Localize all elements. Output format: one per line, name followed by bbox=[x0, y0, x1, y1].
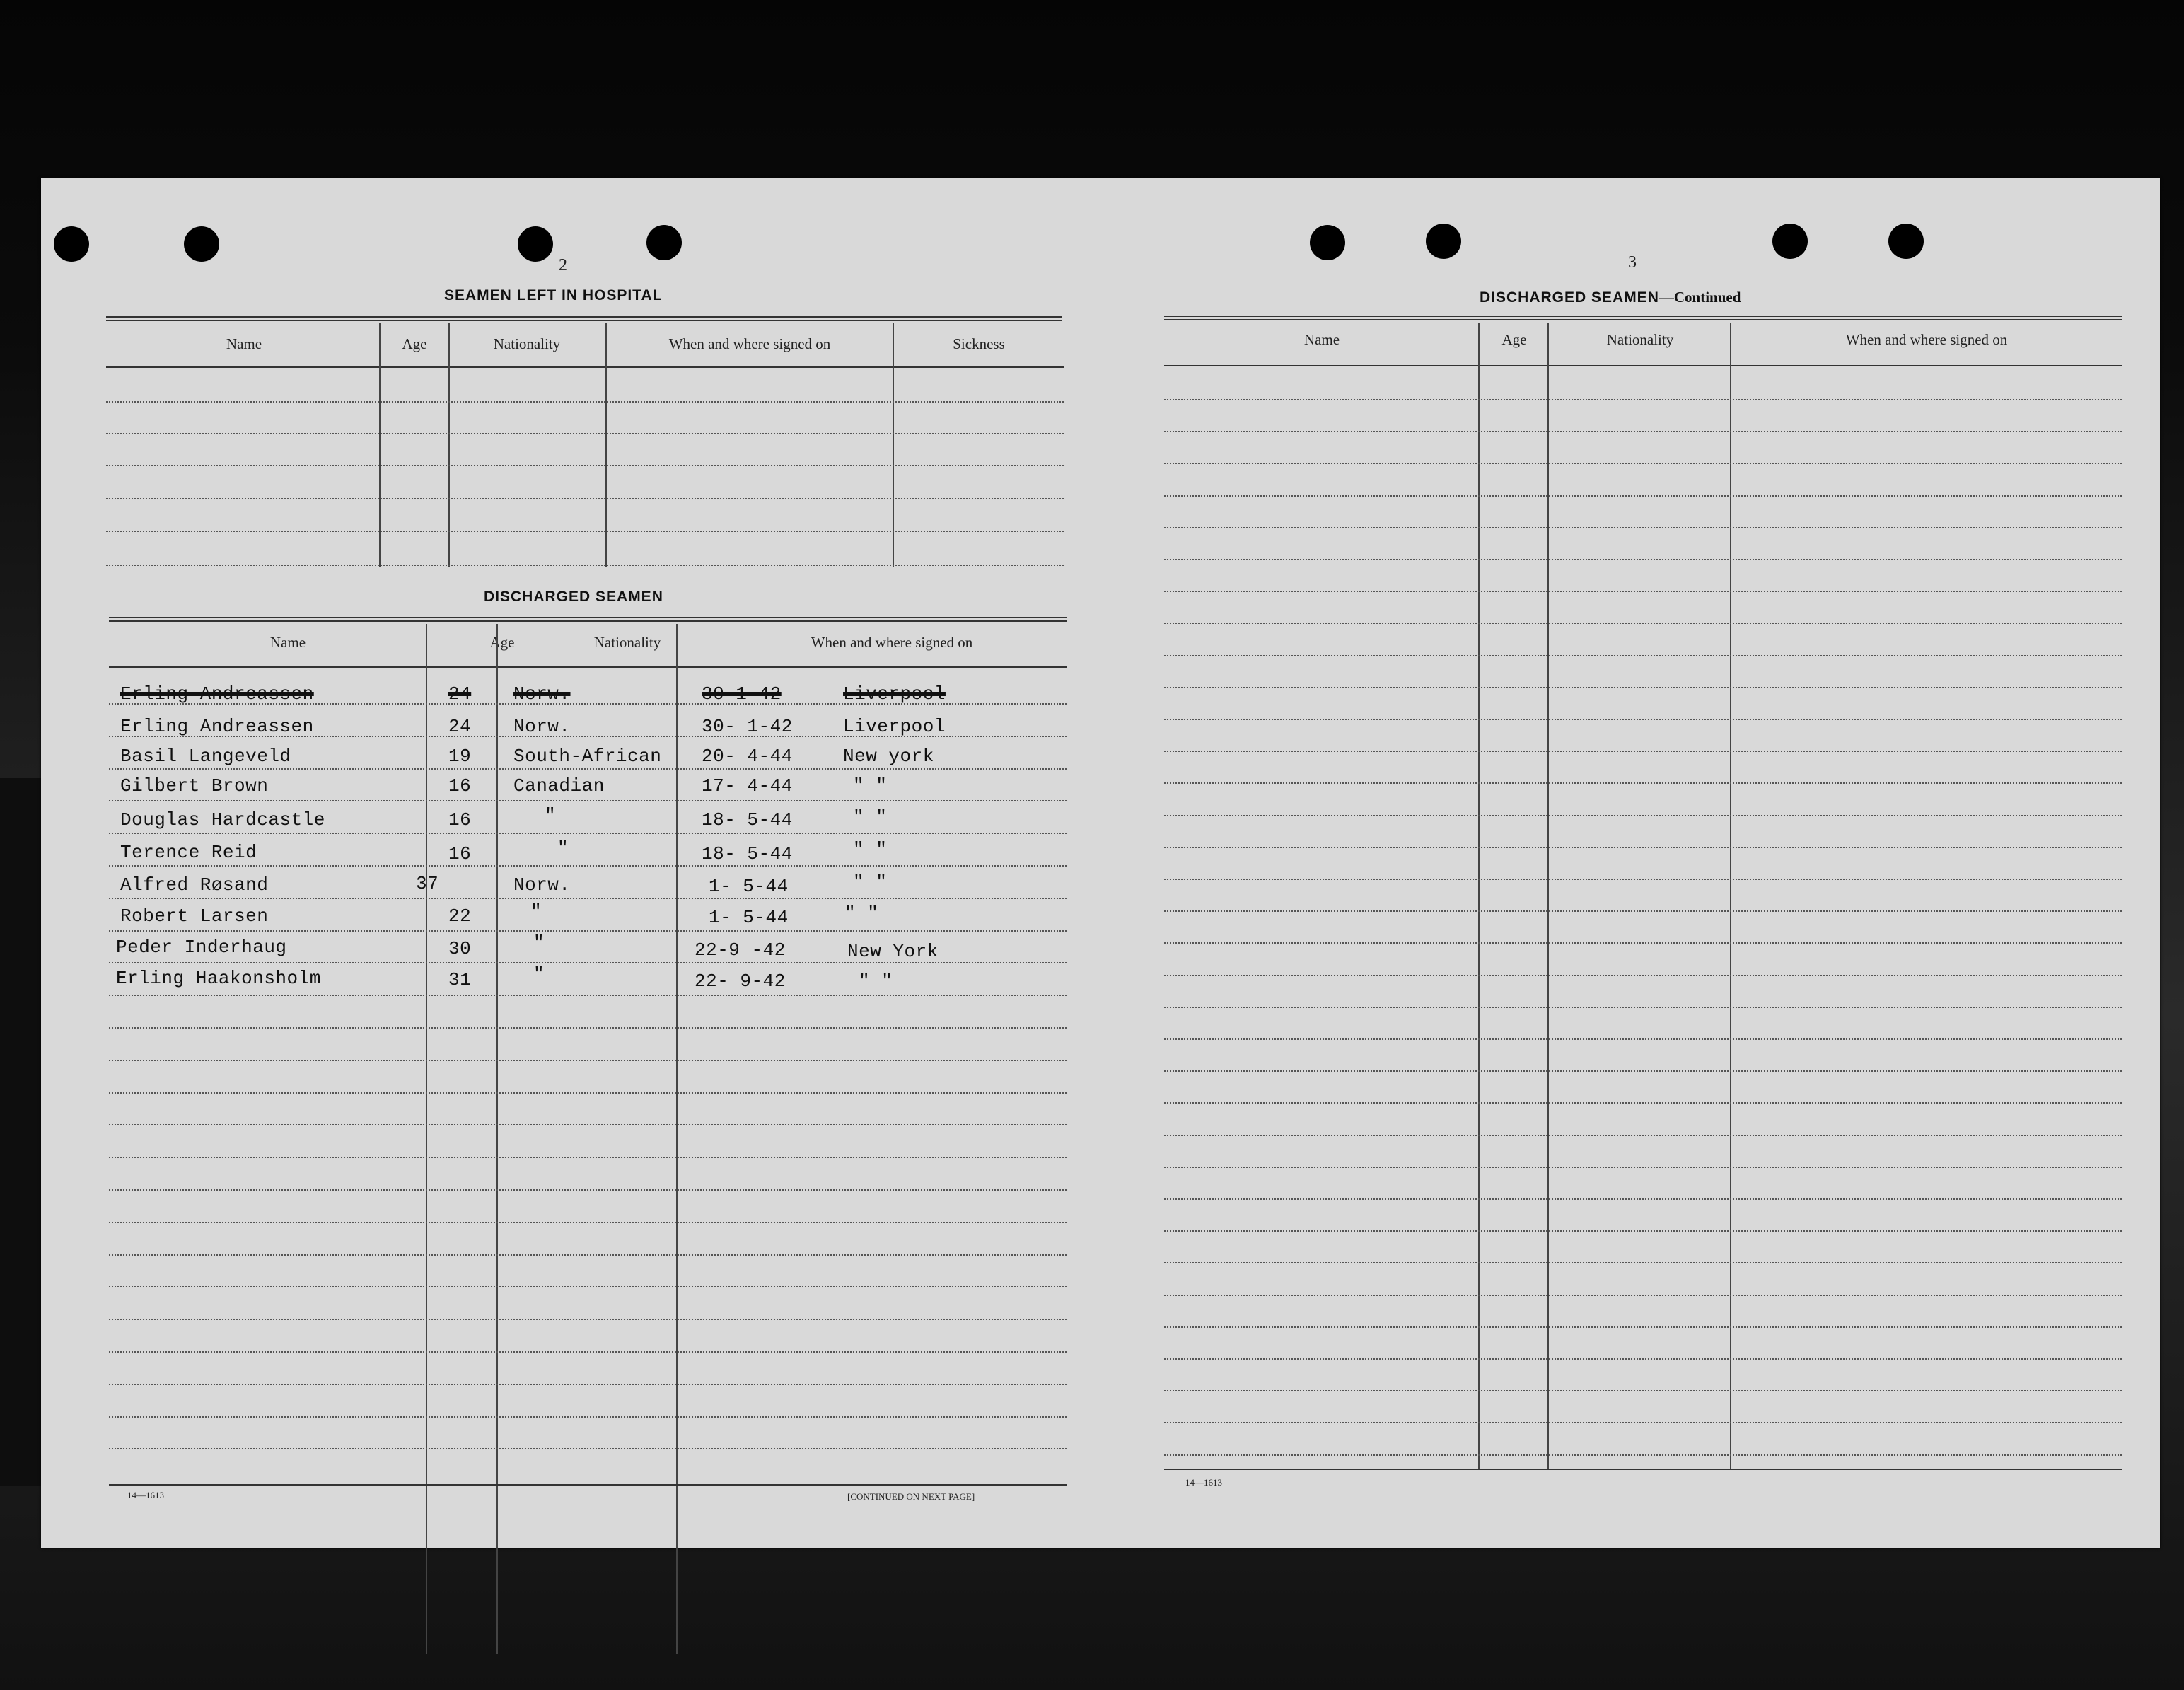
seaman-name: Erling Andreassen bbox=[120, 716, 314, 737]
row-line bbox=[106, 433, 1064, 434]
row-line bbox=[1164, 1262, 2122, 1263]
seaman-date: 18- 5-44 bbox=[702, 843, 793, 864]
row-line bbox=[1164, 623, 2122, 624]
col-header-signed-on: When and where signed on bbox=[1845, 331, 2008, 348]
punch-hole bbox=[1772, 224, 1808, 259]
header-rule bbox=[106, 366, 1064, 368]
row-line bbox=[109, 1060, 1067, 1061]
hospital-title: SEAMEN LEFT IN HOSPITAL bbox=[444, 287, 663, 303]
seaman-nationality: " bbox=[545, 805, 557, 826]
rule bbox=[1164, 316, 2122, 320]
seaman-name: Terence Reid bbox=[120, 842, 257, 863]
seaman-date: 17- 4-44 bbox=[702, 775, 793, 797]
row-line bbox=[1164, 1198, 2122, 1200]
row-line bbox=[109, 768, 1067, 770]
title-main: DISCHARGED SEAMEN bbox=[1480, 289, 1659, 306]
row-line bbox=[109, 1319, 1067, 1320]
discharged-continued-title bbox=[1480, 289, 1741, 306]
seaman-age: 37 bbox=[416, 873, 439, 894]
seaman-nationality: South-African bbox=[513, 746, 662, 767]
seaman-name: Douglas Hardcastle bbox=[120, 809, 325, 830]
discharged-title: DISCHARGED SEAMEN bbox=[484, 589, 663, 605]
row-line bbox=[1164, 1167, 2122, 1168]
seaman-place: " " bbox=[853, 872, 888, 893]
row-line bbox=[1164, 591, 2122, 592]
seaman-name: Robert Larsen bbox=[120, 905, 269, 927]
seaman-place: " " bbox=[853, 775, 888, 797]
col-header-nationality: Nationality bbox=[493, 335, 561, 352]
seaman-date: 22- 9-42 bbox=[695, 971, 786, 992]
seaman-age: 31 bbox=[448, 969, 472, 990]
page-number: 3 bbox=[1628, 253, 1637, 272]
title-suffix: —Continued bbox=[1659, 289, 1741, 306]
seaman-date: 22-9 -42 bbox=[695, 939, 786, 961]
seaman-date: 18- 5-44 bbox=[702, 809, 793, 830]
row-line bbox=[1164, 1007, 2122, 1008]
punch-hole bbox=[184, 226, 219, 262]
seaman-date: 30- 1-42 bbox=[702, 716, 793, 737]
row-line bbox=[1164, 1230, 2122, 1232]
row-line bbox=[109, 1448, 1067, 1449]
row-line bbox=[1164, 942, 2122, 944]
row-line bbox=[1164, 975, 2122, 976]
seaman-place: New York bbox=[847, 941, 939, 962]
row-line bbox=[106, 498, 1064, 499]
row-line bbox=[109, 930, 1067, 932]
col-header-age: Age bbox=[1502, 331, 1527, 348]
row-line bbox=[109, 962, 1067, 963]
row-line bbox=[106, 465, 1064, 466]
bottom-rule bbox=[1164, 1469, 2122, 1470]
seaman-date: 1- 5-44 bbox=[709, 907, 789, 928]
row-line bbox=[109, 1027, 1067, 1029]
seaman-age: 24 bbox=[448, 716, 472, 737]
row-line bbox=[1164, 1135, 2122, 1136]
row-line bbox=[1164, 559, 2122, 560]
row-line bbox=[1164, 879, 2122, 880]
seaman-place: " " bbox=[853, 839, 888, 860]
col-header-age: Age bbox=[489, 634, 515, 651]
seaman-name: Alfred Røsand bbox=[120, 874, 269, 896]
seaman-nationality: " bbox=[533, 932, 545, 954]
row-line bbox=[1164, 815, 2122, 816]
row-line bbox=[1164, 1454, 2122, 1456]
page-number: 2 bbox=[559, 256, 567, 274]
seaman-nationality: Canadian bbox=[513, 775, 605, 797]
row-line bbox=[109, 898, 1067, 899]
row-line bbox=[109, 1254, 1067, 1256]
seaman-age: 16 bbox=[448, 843, 472, 864]
punch-hole bbox=[1310, 225, 1345, 260]
row-line bbox=[109, 1157, 1067, 1158]
seaman-date: 20- 4-44 bbox=[702, 746, 793, 767]
struck-name: Erling Andreassen bbox=[120, 683, 314, 705]
bottom-rule bbox=[109, 1484, 1067, 1486]
seaman-nationality: Norw. bbox=[513, 874, 571, 896]
header-rule bbox=[109, 666, 1067, 668]
seaman-name: Basil Langeveld bbox=[120, 746, 291, 767]
row-line bbox=[1164, 1070, 2122, 1072]
row-line bbox=[109, 995, 1067, 996]
punch-hole bbox=[1426, 224, 1461, 259]
punch-hole bbox=[646, 225, 682, 260]
punch-hole bbox=[518, 226, 553, 262]
background-shadow bbox=[0, 778, 41, 1486]
seaman-age: 16 bbox=[448, 775, 472, 797]
column-divider bbox=[676, 624, 678, 1654]
row-line bbox=[109, 1286, 1067, 1287]
form-number: 14—1613 bbox=[1185, 1477, 1222, 1488]
seaman-age: 30 bbox=[448, 938, 472, 959]
col-header-nationality: Nationality bbox=[593, 634, 661, 651]
row-line bbox=[1164, 1326, 2122, 1328]
seaman-nationality: " bbox=[557, 838, 569, 859]
seaman-age: 16 bbox=[448, 809, 472, 830]
punch-hole bbox=[1888, 224, 1924, 259]
col-header-name: Name bbox=[226, 335, 262, 352]
row-line bbox=[1164, 847, 2122, 848]
row-line bbox=[1164, 463, 2122, 464]
document-sheet bbox=[41, 178, 2160, 1548]
row-line bbox=[1164, 399, 2122, 400]
seaman-place: " " bbox=[844, 903, 879, 924]
row-line bbox=[1164, 1102, 2122, 1104]
col-header-sickness: Sickness bbox=[953, 335, 1005, 352]
col-header-nationality: Nationality bbox=[1606, 331, 1674, 348]
row-line bbox=[109, 800, 1067, 801]
row-line bbox=[1164, 751, 2122, 752]
seaman-place: " " bbox=[853, 806, 888, 828]
row-line bbox=[109, 1124, 1067, 1125]
row-line bbox=[109, 1222, 1067, 1223]
seaman-nationality: " bbox=[530, 901, 542, 922]
row-line bbox=[109, 1351, 1067, 1353]
rule bbox=[109, 617, 1067, 622]
row-line bbox=[109, 1416, 1067, 1418]
seaman-name: Gilbert Brown bbox=[120, 775, 269, 797]
row-line bbox=[106, 401, 1064, 403]
row-line bbox=[109, 1384, 1067, 1385]
row-line bbox=[109, 833, 1067, 834]
rule bbox=[106, 316, 1062, 321]
form-number: 14—1613 bbox=[127, 1490, 164, 1500]
seaman-place: New york bbox=[843, 746, 934, 767]
row-line bbox=[1164, 687, 2122, 688]
row-line bbox=[109, 865, 1067, 867]
row-line bbox=[1164, 1390, 2122, 1391]
row-line bbox=[1164, 910, 2122, 912]
seaman-place: " " bbox=[859, 971, 893, 992]
col-header-name: Name bbox=[1303, 331, 1340, 348]
row-line bbox=[1164, 782, 2122, 784]
seaman-age: 22 bbox=[448, 905, 472, 927]
struck-date: 30-1-42 bbox=[702, 683, 782, 705]
col-header-age: Age bbox=[402, 335, 427, 352]
struck-nationality: Norw. bbox=[513, 683, 571, 705]
row-line bbox=[1164, 719, 2122, 720]
row-line bbox=[1164, 495, 2122, 497]
row-line bbox=[109, 1092, 1067, 1094]
seaman-nationality: Norw. bbox=[513, 716, 571, 737]
seaman-place: Liverpool bbox=[843, 716, 946, 737]
column-divider bbox=[426, 624, 427, 1654]
col-header-signed-on: When and where signed on bbox=[668, 335, 831, 352]
struck-place: Liverpool bbox=[843, 683, 946, 705]
continued-note: [CONTINUED ON NEXT PAGE] bbox=[847, 1491, 975, 1502]
seaman-nationality: " bbox=[533, 963, 545, 985]
row-line bbox=[1164, 655, 2122, 656]
row-line bbox=[1164, 1295, 2122, 1296]
seaman-name: Erling Haakonsholm bbox=[116, 968, 321, 989]
row-line bbox=[1164, 431, 2122, 432]
row-line bbox=[1164, 1422, 2122, 1423]
struck-age: 24 bbox=[448, 683, 472, 705]
row-line bbox=[109, 1189, 1067, 1191]
row-line bbox=[106, 531, 1064, 532]
seaman-age: 19 bbox=[448, 746, 472, 767]
punch-hole bbox=[54, 226, 89, 262]
seaman-name: Peder Inderhaug bbox=[116, 937, 287, 958]
row-line bbox=[106, 565, 1064, 566]
row-line bbox=[1164, 1038, 2122, 1040]
header-rule bbox=[1164, 365, 2122, 366]
col-header-name: Name bbox=[269, 634, 306, 651]
row-line bbox=[1164, 527, 2122, 528]
col-header-signed-on: When and where signed on bbox=[811, 634, 973, 651]
row-line bbox=[1164, 1358, 2122, 1360]
seaman-date: 1- 5-44 bbox=[709, 876, 789, 897]
column-divider bbox=[496, 624, 498, 1654]
